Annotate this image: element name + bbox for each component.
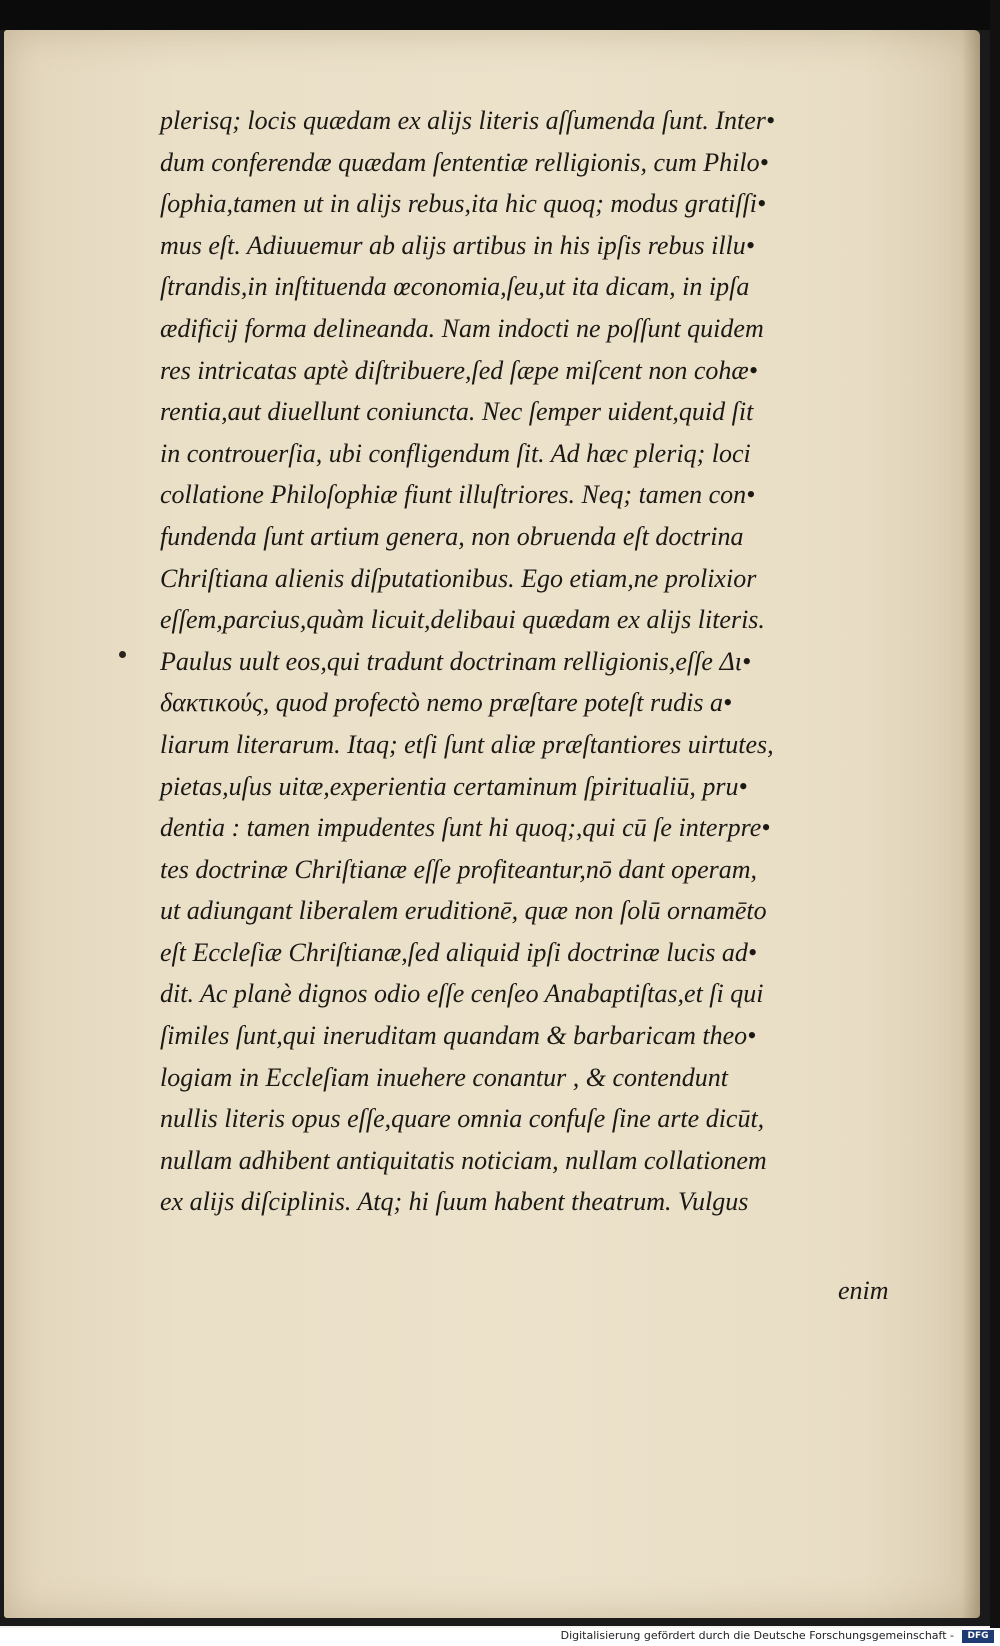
catchword: enim: [838, 1276, 889, 1305]
text-line: mus eſt. Adiuuemur ab alijs artibus in his ipſis rebus illu•: [160, 230, 755, 260]
text-line: tes doctrinæ Chriſtianæ eſſe profiteantur,nō dant operam,: [160, 854, 758, 884]
funding-credit: Digitalisierung gefördert durch die Deutsche Forschungsgemeinschaft -: [560, 1629, 954, 1642]
page-fold-shadow: [962, 30, 980, 1618]
dfg-logo: DFG: [962, 1630, 994, 1643]
text-line: δακτικούς, quod profectò nemo præſtare poteſt rudis a•: [160, 688, 733, 718]
text-line: ædificij forma delineanda. Nam indocti ne poſſunt quidem: [160, 313, 764, 343]
text-line: ſtrandis,in inſtituenda œconomia,ſeu,ut ita dicam, in ipſa: [160, 272, 750, 302]
text-line: dentia : tamen impudentes ſunt hi quoq;,qui cū ſe interpre•: [160, 813, 771, 843]
right-edge: [990, 0, 1000, 1628]
margin-mark: [119, 651, 126, 658]
text-line: res intricatas aptè diſtribuere,ſed ſæpe miſcent non cohæ•: [160, 355, 758, 385]
text-line: ſophia,tamen ut in alijs rebus,ita hic quoq; modus gratiſſi•: [160, 189, 767, 219]
text-line: ut adiungant liberalem eruditionē, quæ non ſolū ornamēto: [160, 896, 767, 926]
text-line: dum conferendæ quædam ſententiæ relligionis, cum Philo•: [160, 147, 769, 177]
text-line: fundenda ſunt artium genera, non obruenda eſt doctrina: [160, 521, 744, 551]
text-line: dit. Ac planè dignos odio eſſe cenſeo Anabaptiſtas,et ſi qui: [160, 979, 764, 1009]
text-line: eſſem,parcius,quàm licuit,delibaui quædam ex alijs literis.: [160, 605, 765, 635]
top-border: [0, 0, 1000, 30]
text-line: eſt Eccleſiæ Chriſtianæ,ſed aliquid ipſi doctrinæ lucis ad•: [160, 937, 757, 967]
text-line: plerisq; locis quædam ex alijs literis aſſumenda ſunt. Inter•: [160, 106, 775, 135]
text-line: collatione Philoſophiæ fiunt illuſtriores. Neq; tamen con•: [160, 480, 756, 510]
text-line: in controuerſia, ubi confligendum ſit. Ad hæc pleriq; loci: [160, 438, 751, 468]
text-line: rentia,aut diuellunt coniuncta. Nec ſemper uident,quid ſit: [160, 397, 754, 427]
text-line: nullis literis opus eſſe,quare omnia confuſe ſine arte dicūt,: [160, 1104, 765, 1134]
text-line: ſimiles ſunt,qui ineruditam quandam & barbaricam theo•: [160, 1021, 757, 1051]
text-line: pietas,uſus uitæ,experientia certaminum ſpiritualiū, pru•: [160, 771, 748, 801]
text-line: Paulus uult eos,qui tradunt doctrinam relligionis,eſſe Δι•: [160, 646, 752, 676]
text-line: liarum literarum. Itaq; etſi ſunt aliæ præſtantiores uirtutes,: [160, 729, 774, 759]
text-line: logiam in Eccleſiam inuehere conantur , & contendunt: [160, 1062, 729, 1092]
text-line: Chriſtiana alienis diſputationibus. Ego etiam,ne prolixior: [160, 563, 757, 593]
text-line: ex alijs diſciplinis. Atq; hi ſuum habent theatrum. Vulgus: [160, 1187, 749, 1217]
page-text: [160, 100, 890, 1223]
text-line: nullam adhibent antiquitatis noticiam, nullam collationem: [160, 1145, 767, 1175]
